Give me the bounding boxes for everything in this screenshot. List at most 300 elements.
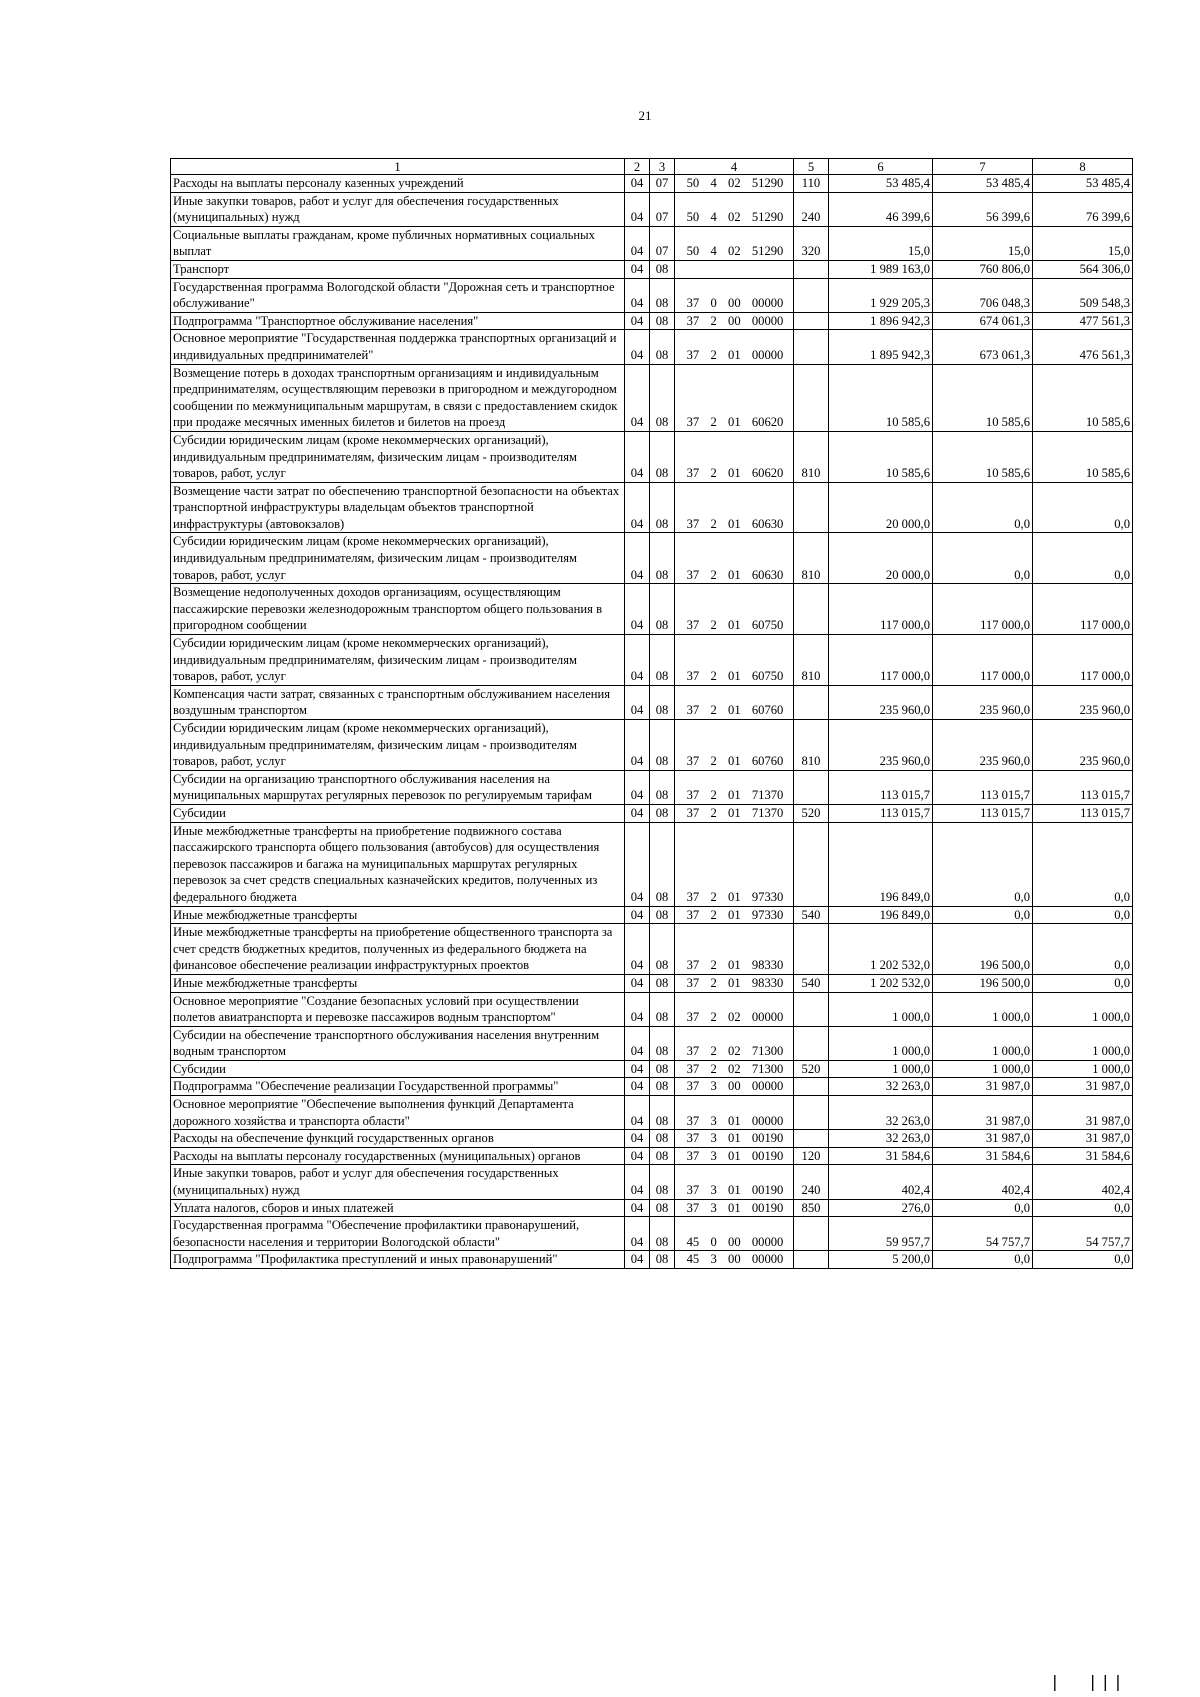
target-article-part: 50	[686, 176, 700, 190]
target-article-part: 01	[728, 415, 741, 430]
header-cell: 3	[650, 159, 675, 175]
target-article-cell	[675, 1199, 794, 1217]
target-article-part: 01	[728, 1183, 741, 1198]
amount-col8-cell: 117 000,0	[1033, 635, 1133, 686]
table-header-row	[171, 159, 1133, 175]
target-article-part: 37	[686, 618, 700, 633]
target-article-part: 37	[686, 466, 700, 481]
target-article-part: 02	[728, 176, 741, 190]
expense-type-cell	[794, 685, 829, 719]
target-article-part: 51290	[751, 176, 784, 190]
target-article-part: 37	[686, 907, 700, 922]
target-article-part: 00190	[751, 1131, 784, 1146]
amount-col7-cell: 56 399,6	[933, 192, 1033, 226]
target-article-part: 01	[728, 516, 741, 531]
expense-type-cell	[794, 330, 829, 364]
amount-col6-cell: 32 263,0	[829, 1130, 933, 1148]
header-cell: 4	[675, 159, 794, 175]
target-article-part: 60760	[751, 703, 784, 718]
target-article-parts	[677, 1182, 791, 1199]
target-article-part: 51290	[751, 244, 784, 259]
amount-col7-cell: 235 960,0	[933, 685, 1033, 719]
target-article-part: 60620	[751, 466, 784, 481]
amount-col7-cell: 0,0	[933, 533, 1033, 584]
target-article-cell	[675, 260, 794, 278]
target-article-part: 71300	[751, 1061, 784, 1076]
target-article-part: 00	[728, 1234, 741, 1249]
subsection-code-cell: 08	[650, 278, 675, 312]
section-code-cell: 04	[625, 1096, 650, 1130]
target-article-part: 01	[728, 669, 741, 684]
item-name-cell: Иные межбюджетные трансферты на приобретение подвижного состава пассажирского транспорта общего пользования (автобусов) для осуществления перевозок пассажиров и багажа на муниципальных маршрутах регулярных перевозок за счет средств специальных казначейских кредитов, полученных из федерального бюджета	[171, 822, 625, 906]
expense-type-cell	[794, 278, 829, 312]
expense-type-cell	[794, 1096, 829, 1130]
amount-col8-cell: 0,0	[1033, 1251, 1133, 1269]
table-row	[171, 906, 1133, 924]
table-row	[171, 1217, 1133, 1251]
amount-col6-cell: 1 000,0	[829, 992, 933, 1026]
target-article-part: 37	[686, 958, 700, 973]
subsection-code-cell: 08	[650, 312, 675, 330]
amount-col6-cell: 113 015,7	[829, 770, 933, 804]
section-code-cell: 04	[625, 175, 650, 193]
target-article-part: 00	[728, 313, 741, 328]
amount-col8-cell: 76 399,6	[1033, 192, 1133, 226]
target-article-part: 00	[728, 296, 741, 311]
subsection-code-cell: 08	[650, 992, 675, 1026]
target-article-part: 2	[710, 1010, 717, 1025]
target-article-part: 3	[710, 1079, 717, 1094]
budget-table	[170, 158, 1133, 1269]
target-article-parts	[677, 1148, 791, 1165]
amount-col6-cell: 402,4	[829, 1165, 933, 1199]
expense-type-cell	[794, 312, 829, 330]
page-number: 21	[638, 108, 652, 123]
expense-type-cell: 540	[794, 974, 829, 992]
expense-type-cell	[794, 260, 829, 278]
amount-col7-cell: 196 500,0	[933, 924, 1033, 975]
target-article-parts	[677, 753, 791, 770]
table-row	[171, 1026, 1133, 1060]
subsection-code-cell: 08	[650, 1217, 675, 1251]
target-article-part: 00190	[751, 1148, 784, 1163]
section-code-cell: 04	[625, 1165, 650, 1199]
item-name-cell: Субсидии юридическим лицам (кроме некоммерческих организаций), индивидуальным предпринимателям, физическим лицам - производителям товаров, работ, услуг	[171, 533, 625, 584]
target-article-part: 3	[710, 1200, 717, 1215]
table-row	[171, 330, 1133, 364]
amount-col8-cell: 15,0	[1033, 226, 1133, 260]
target-article-part: 37	[686, 1044, 700, 1059]
target-article-cell	[675, 1096, 794, 1130]
amount-col7-cell: 54 757,7	[933, 1217, 1033, 1251]
item-name-cell: Иные межбюджетные трансферты	[171, 974, 625, 992]
target-article-part: 2	[710, 788, 717, 803]
subsection-code-cell: 08	[650, 482, 675, 533]
target-article-parts	[677, 465, 791, 482]
expense-type-cell	[794, 482, 829, 533]
target-article-parts	[677, 1200, 791, 1217]
expense-type-cell: 240	[794, 1165, 829, 1199]
target-article-part: 00	[728, 1252, 741, 1267]
section-code-cell: 04	[625, 1078, 650, 1096]
amount-col6-cell: 10 585,6	[829, 431, 933, 482]
amount-col8-cell: 0,0	[1033, 906, 1133, 924]
target-article-part: 37	[686, 347, 700, 362]
target-article-part: 60760	[751, 754, 784, 769]
target-article-part: 50	[686, 210, 700, 225]
subsection-code-cell: 08	[650, 1199, 675, 1217]
amount-col7-cell: 117 000,0	[933, 635, 1033, 686]
target-article-part: 00000	[751, 1252, 784, 1267]
target-article-cell	[675, 906, 794, 924]
expense-type-cell: 110	[794, 175, 829, 193]
table-row	[171, 635, 1133, 686]
section-code-cell: 04	[625, 192, 650, 226]
expense-type-cell	[794, 584, 829, 635]
target-article-part: 37	[686, 975, 700, 990]
target-article-cell	[675, 992, 794, 1026]
target-article-part: 71370	[751, 805, 784, 820]
amount-col6-cell: 1 000,0	[829, 1026, 933, 1060]
target-article-parts	[677, 617, 791, 634]
item-name-cell: Иные закупки товаров, работ и услуг для обеспечения государственных (муниципальных) нужд	[171, 1165, 625, 1199]
target-article-part: 02	[728, 1061, 741, 1076]
amount-col6-cell: 59 957,7	[829, 1217, 933, 1251]
target-article-parts	[677, 1009, 791, 1026]
item-name-cell: Возмещение части затрат по обеспечению транспортной безопасности на объектах транспортной инфраструктуры владельцам объектов транспортной инфраструктуры (автовокзалов)	[171, 482, 625, 533]
target-article-part: 60630	[751, 567, 784, 582]
target-article-part: 01	[728, 754, 741, 769]
amount-col6-cell: 1 896 942,3	[829, 312, 933, 330]
subsection-code-cell: 08	[650, 906, 675, 924]
item-name-cell: Субсидии юридическим лицам (кроме некоммерческих организаций), индивидуальным предпринимателям, физическим лицам - производителям товаров, работ, услуг	[171, 635, 625, 686]
item-name-cell: Возмещение потерь в доходах транспортным организациям и индивидуальным предпринимателям, осуществляющим перевозки в пригородном и междугородном сообщении по межмуниципальным маршрутам, в связи с предоставлением скидок при продаже месячных именных билетов и билетов на проезд	[171, 364, 625, 431]
section-code-cell: 04	[625, 330, 650, 364]
amount-col7-cell: 113 015,7	[933, 770, 1033, 804]
target-article-part: 00	[728, 1079, 741, 1094]
item-name-cell: Основное мероприятие "Государственная поддержка транспортных организаций и индивидуальных предпринимателей"	[171, 330, 625, 364]
amount-col8-cell: 31 987,0	[1033, 1096, 1133, 1130]
target-article-cell	[675, 924, 794, 975]
amount-col6-cell: 20 000,0	[829, 482, 933, 533]
target-article-parts	[677, 516, 791, 533]
expense-type-cell: 520	[794, 1060, 829, 1078]
subsection-code-cell: 08	[650, 1147, 675, 1165]
subsection-code-cell: 08	[650, 584, 675, 635]
item-name-cell: Субсидии юридическим лицам (кроме некоммерческих организаций), индивидуальным предпринимателям, физическим лицам - производителям товаров, работ, услуг	[171, 431, 625, 482]
target-article-parts	[677, 787, 791, 804]
subsection-code-cell: 08	[650, 804, 675, 822]
expense-type-cell: 810	[794, 635, 829, 686]
target-article-parts	[677, 1130, 791, 1147]
target-article-cell	[675, 720, 794, 771]
amount-col7-cell: 402,4	[933, 1165, 1033, 1199]
table-row	[171, 804, 1133, 822]
amount-col7-cell: 760 806,0	[933, 260, 1033, 278]
target-article-parts	[677, 1043, 791, 1060]
amount-col6-cell: 10 585,6	[829, 364, 933, 431]
target-article-parts	[677, 975, 791, 992]
subsection-code-cell: 08	[650, 685, 675, 719]
amount-col7-cell: 1 000,0	[933, 1060, 1033, 1078]
section-code-cell: 04	[625, 770, 650, 804]
table-row	[171, 192, 1133, 226]
item-name-cell: Подпрограмма "Транспортное обслуживание населения"	[171, 312, 625, 330]
table-row	[171, 1130, 1133, 1148]
target-article-part: 2	[710, 313, 717, 328]
expense-type-cell: 850	[794, 1199, 829, 1217]
section-code-cell: 04	[625, 584, 650, 635]
amount-col6-cell: 196 849,0	[829, 906, 933, 924]
target-article-part: 37	[686, 669, 700, 684]
table-row	[171, 1060, 1133, 1078]
target-article-part: 45	[686, 1234, 700, 1249]
target-article-cell	[675, 1078, 794, 1096]
scan-marks: | |||	[1050, 1672, 1126, 1691]
amount-col6-cell: 15,0	[829, 226, 933, 260]
expense-type-cell	[794, 1078, 829, 1096]
table-row	[171, 822, 1133, 906]
section-code-cell: 04	[625, 974, 650, 992]
target-article-part: 71370	[751, 788, 784, 803]
subsection-code-cell: 08	[650, 1251, 675, 1269]
target-article-part: 2	[710, 703, 717, 718]
subsection-code-cell: 08	[650, 924, 675, 975]
expense-type-cell: 540	[794, 906, 829, 924]
amount-col7-cell: 0,0	[933, 1251, 1033, 1269]
target-article-part: 3	[710, 1131, 717, 1146]
item-name-cell: Субсидии юридическим лицам (кроме некоммерческих организаций), индивидуальным предпринимателям, физическим лицам - производителям товаров, работ, услуг	[171, 720, 625, 771]
section-code-cell: 04	[625, 364, 650, 431]
item-name-cell: Субсидии	[171, 804, 625, 822]
table-row	[171, 992, 1133, 1026]
target-article-part: 37	[686, 788, 700, 803]
target-article-cell	[675, 1026, 794, 1060]
target-article-part: 02	[728, 1044, 741, 1059]
target-article-cell	[675, 278, 794, 312]
amount-col6-cell: 31 584,6	[829, 1147, 933, 1165]
amount-col6-cell: 46 399,6	[829, 192, 933, 226]
amount-col6-cell: 117 000,0	[829, 635, 933, 686]
section-code-cell: 04	[625, 312, 650, 330]
target-article-part: 60620	[751, 415, 784, 430]
target-article-cell	[675, 312, 794, 330]
target-article-parts	[677, 702, 791, 719]
amount-col8-cell: 0,0	[1033, 822, 1133, 906]
target-article-parts	[677, 1061, 791, 1078]
section-code-cell: 04	[625, 906, 650, 924]
target-article-parts	[677, 243, 791, 260]
table-body	[171, 175, 1133, 1269]
section-code-cell: 04	[625, 635, 650, 686]
target-article-parts	[677, 668, 791, 685]
target-article-cell	[675, 192, 794, 226]
target-article-parts	[677, 347, 791, 364]
target-article-part: 00000	[751, 347, 784, 362]
section-code-cell: 04	[625, 278, 650, 312]
header-cell: 1	[171, 159, 625, 175]
item-name-cell: Субсидии	[171, 1060, 625, 1078]
table-row	[171, 924, 1133, 975]
target-article-part: 4	[710, 244, 717, 259]
table-row	[171, 974, 1133, 992]
item-name-cell: Иные закупки товаров, работ и услуг для обеспечения государственных (муниципальных) нужд	[171, 192, 625, 226]
target-article-part: 60750	[751, 618, 784, 633]
target-article-part: 0	[710, 1234, 717, 1249]
target-article-part: 01	[728, 788, 741, 803]
target-article-part: 2	[710, 669, 717, 684]
amount-col8-cell: 0,0	[1033, 482, 1133, 533]
subsection-code-cell: 08	[650, 1078, 675, 1096]
subsection-code-cell: 07	[650, 175, 675, 193]
target-article-part: 37	[686, 805, 700, 820]
target-article-part: 37	[686, 1061, 700, 1076]
target-article-part: 2	[710, 567, 717, 582]
amount-col6-cell: 1 989 163,0	[829, 260, 933, 278]
target-article-part: 37	[686, 1131, 700, 1146]
target-article-part: 01	[728, 347, 741, 362]
target-article-cell	[675, 482, 794, 533]
table-row	[171, 226, 1133, 260]
expense-type-cell	[794, 364, 829, 431]
item-name-cell: Расходы на выплаты персоналу казенных учреждений	[171, 175, 625, 193]
header-cell: 7	[933, 159, 1033, 175]
target-article-part: 00000	[751, 1079, 784, 1094]
item-name-cell: Расходы на выплаты персоналу государственных (муниципальных) органов	[171, 1147, 625, 1165]
amount-col8-cell: 1 000,0	[1033, 1026, 1133, 1060]
item-name-cell: Основное мероприятие "Обеспечение выполнения функций Департамента дорожного хозяйства и транспорта области"	[171, 1096, 625, 1130]
target-article-parts	[677, 805, 791, 822]
amount-col8-cell: 54 757,7	[1033, 1217, 1133, 1251]
section-code-cell: 04	[625, 226, 650, 260]
table-row	[171, 770, 1133, 804]
target-article-part: 2	[710, 516, 717, 531]
section-code-cell: 04	[625, 1199, 650, 1217]
amount-col7-cell: 196 500,0	[933, 974, 1033, 992]
target-article-parts	[677, 567, 791, 584]
item-name-cell: Компенсация части затрат, связанных с транспортным обслуживанием населения воздушным транспортом	[171, 685, 625, 719]
target-article-part: 00000	[751, 313, 784, 328]
amount-col6-cell: 53 485,4	[829, 175, 933, 193]
item-name-cell: Транспорт	[171, 260, 625, 278]
item-name-cell: Субсидии на организацию транспортного обслуживания населения на муниципальных маршрутах регулярных перевозок по регулируемым тарифам	[171, 770, 625, 804]
section-code-cell: 04	[625, 431, 650, 482]
amount-col8-cell: 477 561,3	[1033, 312, 1133, 330]
item-name-cell: Иные межбюджетные трансферты на приобретение общественного транспорта за счет средств бюджетных кредитов, полученных из федерального бюджета на финансовое обеспечение реализации инфраструктурных проектов	[171, 924, 625, 975]
header-cell: 6	[829, 159, 933, 175]
amount-col6-cell: 196 849,0	[829, 822, 933, 906]
item-name-cell: Расходы на обеспечение функций государственных органов	[171, 1130, 625, 1148]
target-article-part: 3	[710, 1252, 717, 1267]
target-article-part: 00000	[751, 1234, 784, 1249]
target-article-part: 37	[686, 296, 700, 311]
target-article-part: 37	[686, 703, 700, 718]
target-article-part: 01	[728, 703, 741, 718]
amount-col7-cell: 53 485,4	[933, 175, 1033, 193]
amount-col6-cell: 5 200,0	[829, 1251, 933, 1269]
amount-col7-cell: 31 987,0	[933, 1130, 1033, 1148]
amount-col7-cell: 673 061,3	[933, 330, 1033, 364]
amount-col7-cell: 31 987,0	[933, 1078, 1033, 1096]
expense-type-cell: 810	[794, 431, 829, 482]
section-code-cell: 04	[625, 1026, 650, 1060]
subsection-code-cell: 08	[650, 974, 675, 992]
target-article-part: 2	[710, 754, 717, 769]
target-article-part: 37	[686, 889, 700, 904]
target-article-part: 01	[728, 1131, 741, 1146]
section-code-cell: 04	[625, 804, 650, 822]
expense-type-cell: 810	[794, 720, 829, 771]
target-article-part: 02	[728, 1010, 741, 1025]
table-row	[171, 364, 1133, 431]
target-article-part: 01	[728, 889, 741, 904]
target-article-part: 01	[728, 975, 741, 990]
amount-col8-cell: 10 585,6	[1033, 431, 1133, 482]
table-row	[171, 1165, 1133, 1199]
subsection-code-cell: 08	[650, 635, 675, 686]
amount-col7-cell: 0,0	[933, 822, 1033, 906]
target-article-parts	[677, 957, 791, 974]
target-article-cell	[675, 1130, 794, 1148]
amount-col7-cell: 113 015,7	[933, 804, 1033, 822]
subsection-code-cell: 08	[650, 1026, 675, 1060]
target-article-part: 00000	[751, 1113, 784, 1128]
target-article-cell	[675, 1217, 794, 1251]
target-article-cell	[675, 533, 794, 584]
expense-type-cell: 320	[794, 226, 829, 260]
amount-col6-cell: 276,0	[829, 1199, 933, 1217]
amount-col7-cell: 117 000,0	[933, 584, 1033, 635]
target-article-cell	[675, 364, 794, 431]
target-article-cell	[675, 1060, 794, 1078]
target-article-cell	[675, 431, 794, 482]
subsection-code-cell: 08	[650, 1130, 675, 1148]
amount-col7-cell: 1 000,0	[933, 1026, 1033, 1060]
expense-type-cell	[794, 1026, 829, 1060]
target-article-part: 37	[686, 516, 700, 531]
target-article-parts	[677, 313, 791, 330]
target-article-part: 02	[728, 210, 741, 225]
table-row	[171, 720, 1133, 771]
target-article-part: 3	[710, 1148, 717, 1163]
amount-col6-cell: 32 263,0	[829, 1078, 933, 1096]
target-article-part: 37	[686, 313, 700, 328]
amount-col6-cell: 1 000,0	[829, 1060, 933, 1078]
table-row	[171, 312, 1133, 330]
target-article-part: 98330	[751, 975, 784, 990]
target-article-part: 37	[686, 1183, 700, 1198]
amount-col8-cell: 117 000,0	[1033, 584, 1133, 635]
target-article-cell	[675, 226, 794, 260]
amount-col8-cell: 235 960,0	[1033, 685, 1133, 719]
item-name-cell: Подпрограмма "Обеспечение реализации Государственной программы"	[171, 1078, 625, 1096]
amount-col8-cell: 0,0	[1033, 924, 1133, 975]
amount-col7-cell: 1 000,0	[933, 992, 1033, 1026]
item-name-cell: Возмещение недополученных доходов организациям, осуществляющим пассажирские перевозки железнодорожным транспортом общего пользования в пригородном сообщении	[171, 584, 625, 635]
expense-type-cell: 240	[794, 192, 829, 226]
amount-col7-cell: 674 061,3	[933, 312, 1033, 330]
target-article-cell	[675, 1165, 794, 1199]
section-code-cell: 04	[625, 1217, 650, 1251]
target-article-part: 97330	[751, 889, 784, 904]
expense-type-cell	[794, 822, 829, 906]
amount-col8-cell: 0,0	[1033, 533, 1133, 584]
target-article-parts	[677, 414, 791, 431]
header-cell: 2	[625, 159, 650, 175]
amount-col7-cell: 10 585,6	[933, 364, 1033, 431]
amount-col6-cell: 20 000,0	[829, 533, 933, 584]
subsection-code-cell: 08	[650, 533, 675, 584]
